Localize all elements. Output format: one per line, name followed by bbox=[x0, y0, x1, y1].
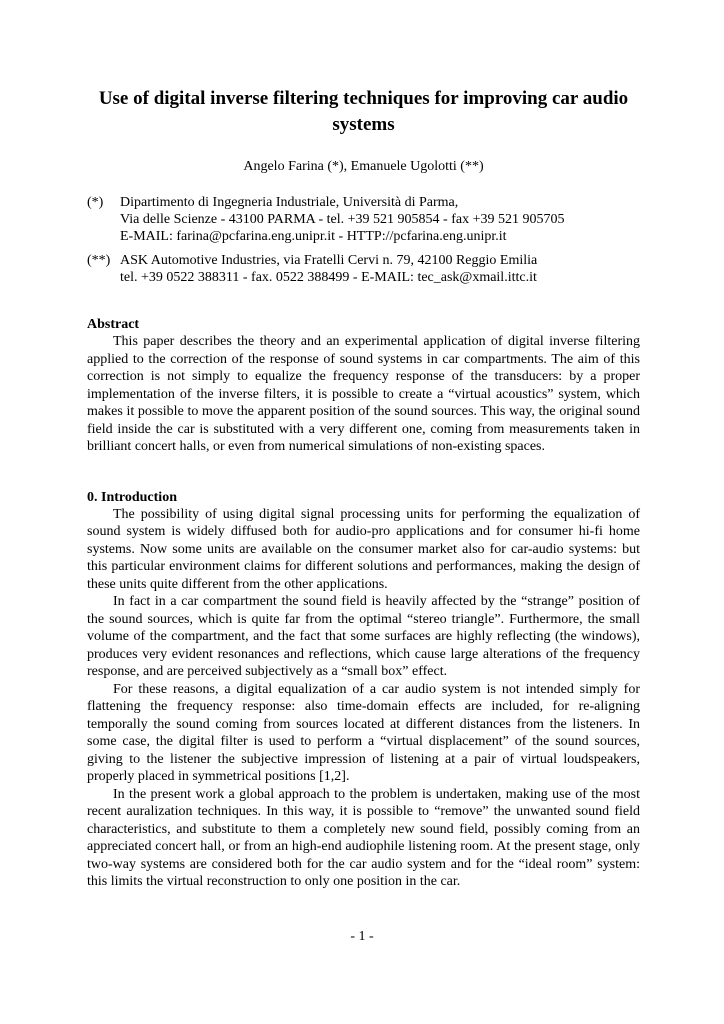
affiliation-line: E-MAIL: farina@pcfarina.eng.unipr.it - HTTP://pcfarina.eng.unipr.it bbox=[120, 229, 507, 244]
intro-paragraph: In fact in a car compartment the sound field is heavily affected by the “strange” position of the sound sources, which is quite far from the optimal “stereo triangle”. Furthermore, the small volume of the compartment, and the fact that some surfaces are highly reflecting (the windows), produces very evident resonances and reflections, which cause large alterations of the frequency response, and are perceived subjectively as a “small box” effect. bbox=[87, 594, 640, 679]
authors: Angelo Farina (*), Emanuele Ugolotti (**) bbox=[243, 159, 484, 174]
abstract-heading: Abstract bbox=[87, 317, 140, 332]
intro-paragraph: For these reasons, a digital equalization of a car audio system is not intended simply for flattening the frequency response: also time-domain effects are included, for re-aligning temporally the sound coming from sources located at different distances from the listeners. In some case, the digital filter is used to perform a “virtual displacement” of the sound sources, giving to the listener the subjective impression of listening at a pair of virtual loudspeakers, properly placed in symmetrical positions [1,2]. bbox=[87, 681, 640, 784]
intro-paragraph: In the present work a global approach to the problem is undertaken, making use of the most recent auralization techniques. In this way, it is possible to “remove” the unwanted sound field characteristics, and substitute to them a completely new sound field, possibly coming from an appreciated concert hall, or from an high-end audiophile listening room. At the present stage, only two-way systems are considered both for the car audio system and for the “ideal room” system: this limits the virtual reconstruction to only one position in the car. bbox=[87, 786, 640, 889]
affiliation-2 bbox=[87, 252, 640, 286]
affiliations bbox=[87, 194, 640, 286]
affiliation-line: Via delle Scienze - 43100 PARMA - tel. +39 521 905854 - fax +39 521 905705 bbox=[120, 212, 565, 227]
affiliation-line: Dipartimento di Ingegneria Industriale, Università di Parma, bbox=[120, 195, 459, 210]
affiliation-line: tel. +39 0522 388311 - fax. 0522 388499 - E-MAIL: tec_ask@xmail.ittc.it bbox=[120, 270, 537, 285]
intro-paragraph: The possibility of using digital signal processing units for performing the equalization of sound system is widely diffused both for audio-pro applications and for consumer hi-fi home systems. Now some units are available on the consumer market also for car-audio systems: but this particular environment claims for different solutions and performances, making the design of these units quite different from the other applications. bbox=[87, 506, 640, 592]
affiliation-1 bbox=[87, 194, 640, 245]
paper-title: Use of digital inverse filtering techniques for improving car audio systems bbox=[98, 88, 629, 135]
abstract-text: This paper describes the theory and an experimental application of digital inverse filtering applied to the correction of the response of sound systems in car compartments. The aim of this correction is not simply to equalize the frequency response of the transducers: by a proper implementation of the inverse filters, it is possible to create a “virtual acoustics” system, which makes it possible to move the apparent position of the sound sources. This way, the original sound field inside the car is substituted with a very different one, coming from measurements taken in brilliant concert halls, or even from numerical simulations of non-existing spaces. bbox=[87, 334, 640, 454]
affiliation-mark: (**) bbox=[87, 253, 111, 268]
page-content bbox=[87, 86, 640, 891]
introduction-heading: 0. Introduction bbox=[87, 489, 177, 505]
affiliation-line: ASK Automotive Industries, via Fratelli Cervi n. 79, 42100 Reggio Emilia bbox=[120, 253, 538, 268]
affiliation-mark: (*) bbox=[87, 195, 104, 210]
page-number: - 1 - bbox=[350, 929, 374, 944]
